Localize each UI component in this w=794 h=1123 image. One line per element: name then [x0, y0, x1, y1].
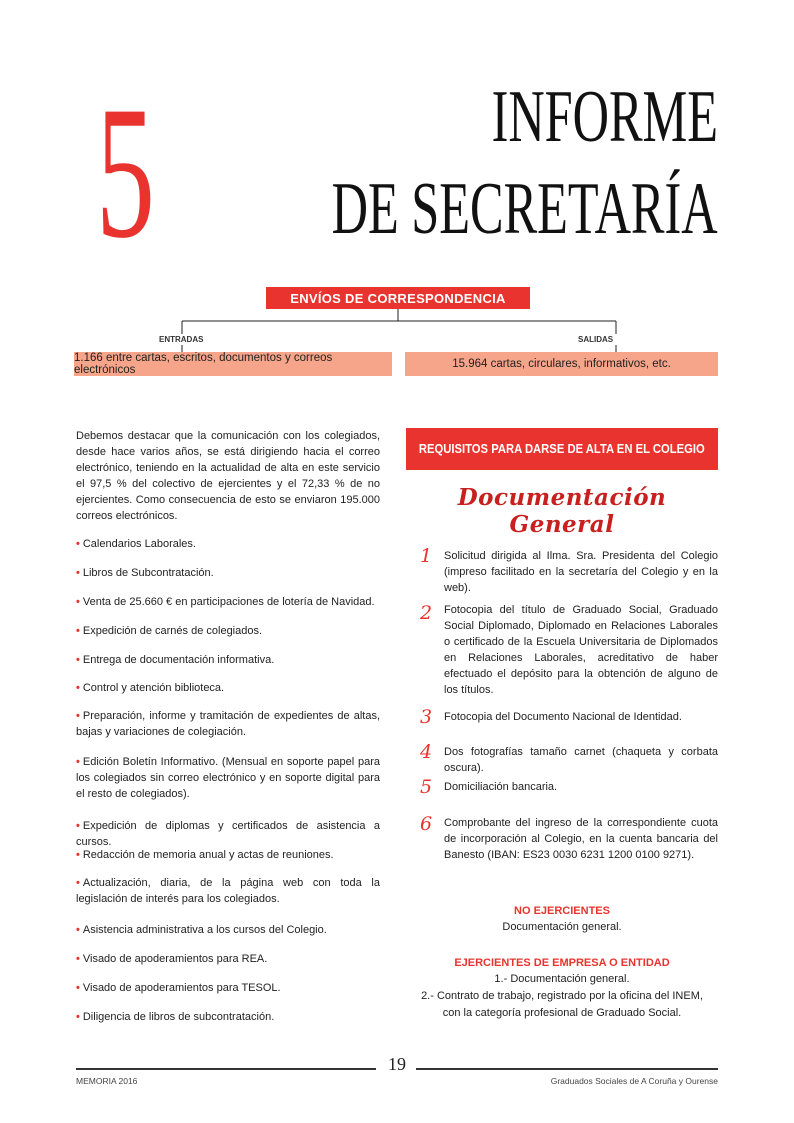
requisito-text: Dos fotografías tamaño carnet (chaqueta y corbata oscura). — [444, 746, 718, 774]
requisito-text: Fotocopia del Documento Nacional de Identidad. — [444, 711, 682, 723]
list-item: • Diligencia de libros de subcontratación. — [76, 1011, 275, 1023]
bullet-icon: • — [76, 953, 80, 965]
bullet-icon: • — [76, 654, 80, 666]
requisito-text: Solicitud dirigida al Ilma. Sra. Presidenta del Colegio (impreso facilitado en la secretaría del Colegio y en la web). — [444, 550, 718, 594]
list-item: • Venta de 25.660 € en participaciones de lotería de Navidad. — [76, 596, 375, 608]
bullet-icon: • — [76, 1011, 80, 1023]
empresa-line: 1.- Documentación general. — [494, 973, 630, 985]
bullet-icon: • — [76, 567, 80, 579]
bullet-icon: • — [76, 710, 80, 722]
requisito-number: 5 — [420, 776, 433, 798]
list-item: • Asistencia administrativa a los cursos del Colegio. — [76, 924, 327, 936]
requisito-text: Domiciliación bancaria. — [444, 781, 558, 793]
documentacion-general-heading: Documentación General — [457, 484, 667, 538]
page-title-line2: DE SECRETARÍA — [332, 168, 718, 250]
envios-title: ENVÍOS DE CORRESPONDENCIA — [266, 287, 530, 309]
no-ejercientes-heading: NO EJERCIENTES — [514, 905, 610, 917]
list-item: • Redacción de memoria anual y actas de reuniones. — [76, 849, 334, 861]
salidas-label: SALIDAS — [578, 335, 614, 344]
no-ejercientes-text: Documentación general. — [502, 921, 622, 933]
bullet-icon: • — [76, 756, 80, 768]
requisito-number: 6 — [420, 813, 433, 835]
page-number: 19 — [388, 1054, 406, 1074]
list-item: • Libros de Subcontratación. — [76, 567, 214, 579]
requisito-text: Fotocopia del título de Graduado Social, Graduado Social Diplomado, Diplomado en Relaciones Laborales o certificado de la Escuela Universitaria de Diplomados en Relaciones Laborales, acreditativo de haber efectuado el depósito para la obtención de alguno de los títulos. — [444, 604, 718, 696]
salidas-box: 15.964 cartas, circulares, informativos, etc. — [405, 352, 718, 376]
bullet-icon: • — [76, 982, 80, 994]
list-item: • Entrega de documentación informativa. — [76, 654, 275, 666]
list-item: • Preparación, informe y tramitación de expedientes de altas, bajas y variaciones de colegiación. — [76, 710, 380, 738]
entradas-label: ENTRADAS — [159, 335, 204, 344]
empresa-line: con la categoría profesional de Graduado Social. — [442, 1007, 682, 1019]
footer-left-text: MEMORIA 2016 — [76, 1076, 138, 1086]
list-item: • Visado de apoderamientos para TESOL. — [76, 982, 281, 994]
list-item: • Expedición de diplomas y certificados de asistencia a cursos. — [76, 820, 380, 848]
page-title-line1: INFORME — [491, 76, 718, 158]
requisito-number: 3 — [420, 706, 433, 728]
empresa-heading: EJERCIENTES DE EMPRESA O ENTIDAD — [454, 957, 670, 969]
chapter-number: 5 — [96, 68, 155, 278]
bullet-icon: • — [76, 682, 80, 694]
bullet-icon: • — [76, 625, 80, 637]
bullet-icon: • — [76, 924, 80, 936]
list-item: • Edición Boletín Informativo. (Mensual en soporte papel para los colegiados sin correo electrónico y en soporte digital para el resto de colegiados). — [76, 756, 380, 800]
empresa-line: 2.- Contrato de trabajo, registrado por la oficina del INEM, — [421, 990, 703, 1002]
bullet-icon: • — [76, 538, 80, 550]
requisito-number: 1 — [420, 545, 433, 567]
list-item: • Calendarios Laborales. — [76, 538, 196, 550]
requisito-text: Comprobante del ingreso de la correspondiente cuota de incorporación al Colegio, en la cuenta bancaria del Banesto (IBAN: ES23 0030 6231 1200 0100 9271). — [444, 817, 718, 861]
entradas-box: 1.166 entre cartas, escritos, documentos y correos electrónicos — [74, 352, 392, 376]
bullet-icon: • — [76, 596, 80, 608]
requisito-number: 4 — [420, 741, 433, 763]
footer-rule-right — [416, 1068, 718, 1070]
list-item: • Visado de apoderamientos para REA. — [76, 953, 268, 965]
requisitos-title: REQUISITOS PARA DARSE DE ALTA EN EL COLEGIO — [406, 428, 718, 470]
intro-paragraph: Debemos destacar que la comunicación con los colegiados, desde hace varios años, se está dirigiendo hacia el correo electrónico, teniendo en la actualidad de alta en este servicio el 97,5 % del colectivo de ejercientes y el 72,33 % de no ejercientes. Como consecuencia de esto se enviaron 195.000 correos electrónicos. — [76, 430, 380, 522]
footer-rule-left — [76, 1068, 376, 1070]
bullet-icon: • — [76, 820, 80, 832]
list-item: • Actualización, diaria, de la página web con toda la legislación de interés para los colegiados. — [76, 877, 380, 905]
bullet-icon: • — [76, 849, 80, 861]
footer-right-text: Graduados Sociales de A Coruña y Ourense — [550, 1076, 718, 1086]
bullet-icon: • — [76, 877, 80, 889]
list-item: • Expedición de carnés de colegiados. — [76, 625, 263, 637]
requisito-number: 2 — [420, 602, 433, 624]
list-item: • Control y atención biblioteca. — [76, 682, 225, 694]
